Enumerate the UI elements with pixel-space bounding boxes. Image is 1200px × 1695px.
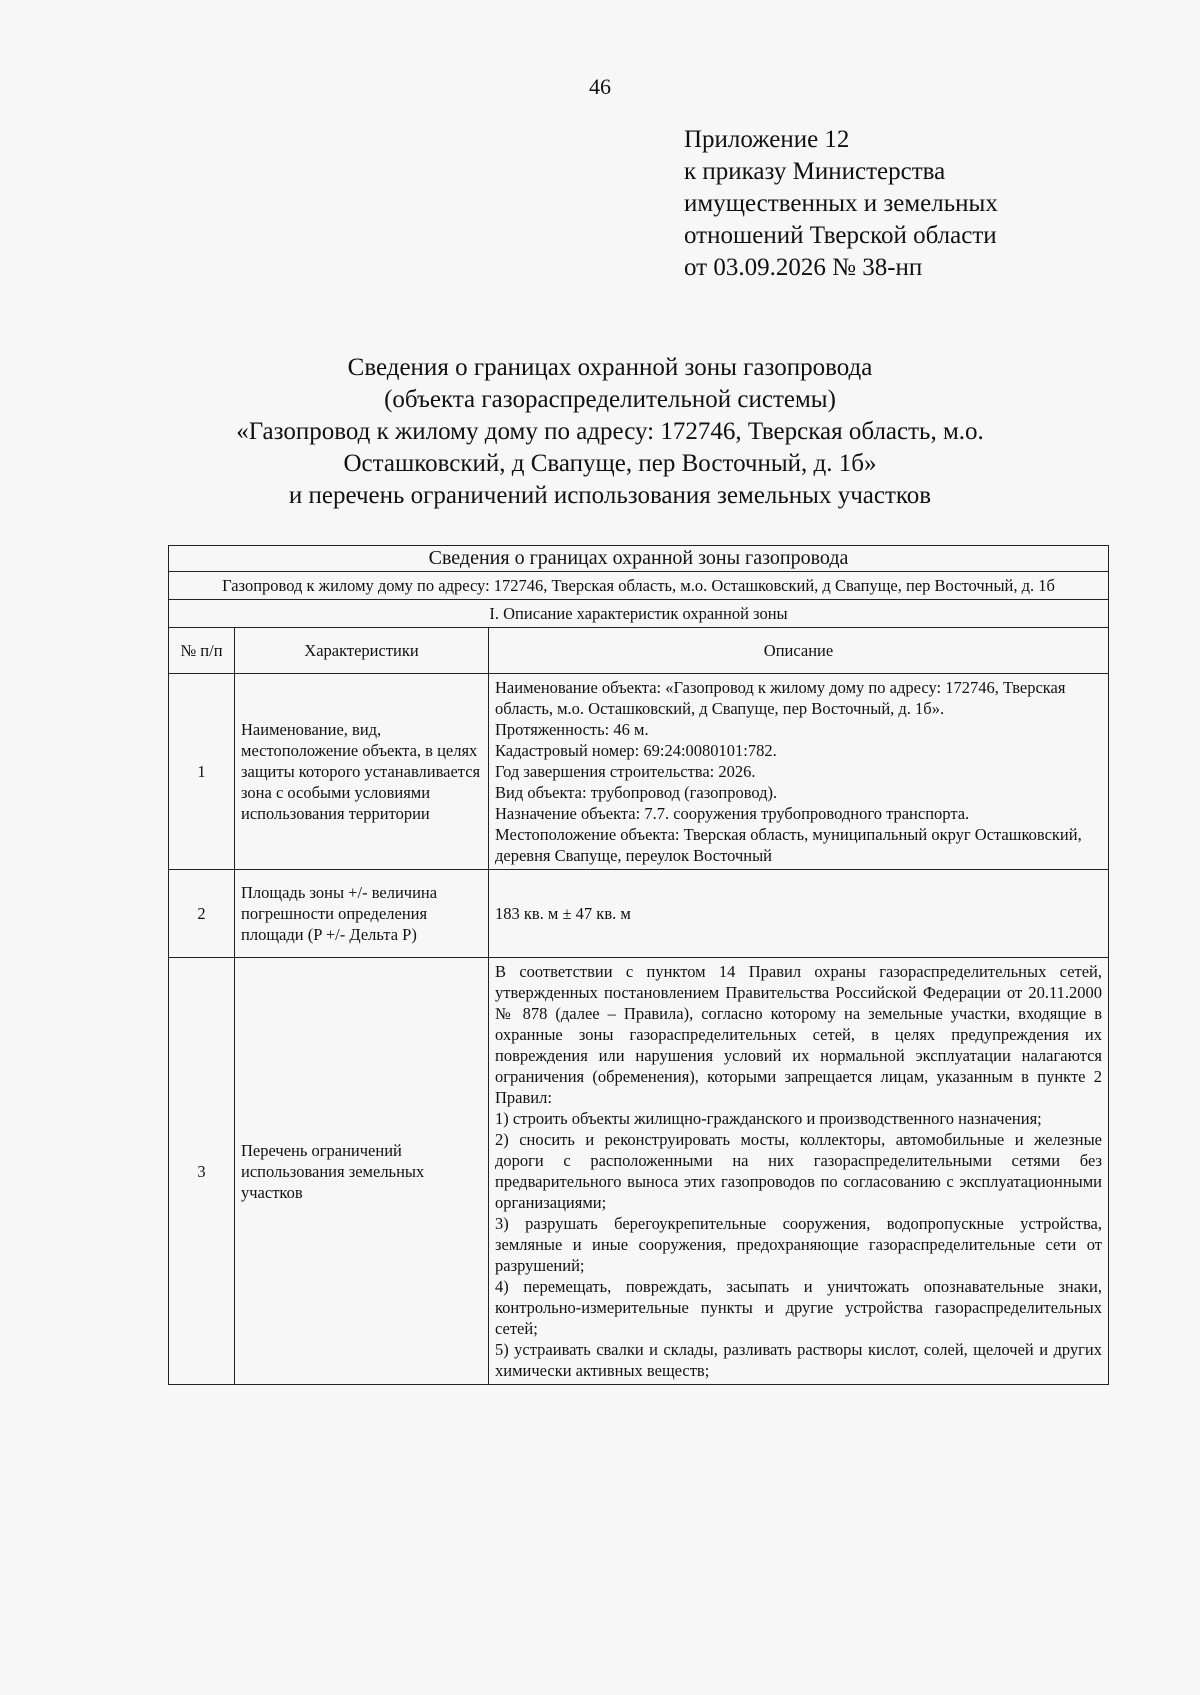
- appendix-line: Приложение 12: [684, 126, 850, 153]
- table-row: [169, 674, 1109, 870]
- description-line: Назначение объекта: 7.7. сооружения трубопроводного транспорта.: [495, 804, 970, 823]
- title-line: (объекта газораспределительной системы): [384, 386, 836, 413]
- appendix-line: к приказу Министерства: [684, 158, 946, 185]
- description-line: Вид объекта: трубопровод (газопровод).: [495, 783, 778, 802]
- description-line: Протяженность: 46 м.: [495, 720, 649, 739]
- zone-table: [168, 545, 1109, 1385]
- column-header-description: Описание: [489, 628, 1109, 674]
- page-number: 46: [589, 74, 611, 99]
- row-number: 1: [169, 674, 235, 870]
- description-paragraph: В соответствии с пунктом 14 Правил охраны газораспределительных сетей, утвержденных постановлением Правительства Российской Федерации от 20.11.2000 № 878 (далее – Правила), согласно которому на земельные участки, входящие в охранные зоны газораспределительных сетей, в целях предупреждения их повреждения или нарушения условий их нормальной эксплуатации налагаются ограничения (обременения), которыми запрещается лицам, указанным в пункте 2 Правил:: [495, 962, 1103, 1107]
- description-line: Год завершения строительства: 2026.: [495, 762, 756, 781]
- description-paragraph: 1) строить объекты жилищно-гражданского и производственного назначения;: [495, 1109, 1042, 1128]
- title-line: «Газопровод к жилому дому по адресу: 172746, Тверская область, м.о.: [236, 418, 984, 445]
- row-description: [489, 674, 1109, 870]
- description-paragraph: 3) разрушать берегоукрепительные сооружения, водопропускные устройства, земляные и иные сооружения, предохраняющие газораспределительные сети от разрушений;: [495, 1214, 1103, 1275]
- table-heading: Сведения о границах охранной зоны газопровода: [169, 546, 1109, 572]
- row-characteristic: Перечень ограничений использования земельных участков: [235, 958, 489, 1385]
- appendix-line: отношений Тверской области: [684, 222, 997, 249]
- row-description: [489, 958, 1109, 1385]
- appendix-line: от 03.09.2026 № 38-нп: [684, 254, 923, 281]
- row-number: 2: [169, 870, 235, 958]
- column-header-number: № п/п: [169, 628, 235, 674]
- row-description: 183 кв. м ± 47 кв. м: [489, 870, 1109, 958]
- table-subheading: Газопровод к жилому дому по адресу: 172746, Тверская область, м.о. Осташковский, д Свапуще, пер Восточный, д. 1б: [169, 572, 1109, 600]
- description-paragraph: 2) сносить и реконструировать мосты, коллекторы, автомобильные и железные дороги с расположенными на них газораспределительными сетями без предварительного выноса этих газопроводов по согласованию с эксплуатационными организациями;: [495, 1130, 1103, 1212]
- column-header-characteristics: Характеристики: [235, 628, 489, 674]
- table-row: [169, 958, 1109, 1385]
- description-line: Местоположение объекта: Тверская область, муниципальный округ Осташковский, деревня Свапуще, переулок Восточный: [495, 825, 1082, 865]
- row-characteristic: Площадь зоны +/- величина погрешности определения площади (P +/- Дельта P): [235, 870, 489, 958]
- description-line: Наименование объекта: «Газопровод к жилому дому по адресу: 172746, Тверская область, м.о. Осташковский, д Свапуще, пер Восточный, д. 1б».: [495, 678, 1066, 718]
- row-number: 3: [169, 958, 235, 1385]
- table-row: [169, 870, 1109, 958]
- row-characteristic: Наименование, вид, местоположение объекта, в целях защиты которого устанавливается зона с особыми условиями использования территории: [235, 674, 489, 870]
- description-paragraph: 4) перемещать, повреждать, засыпать и уничтожать опознавательные знаки, контрольно-измерительные пункты и другие устройства газораспределительных сетей;: [495, 1277, 1103, 1338]
- description-line: Кадастровый номер: 69:24:0080101:782.: [495, 741, 777, 760]
- title-line: Сведения о границах охранной зоны газопровода: [347, 354, 873, 381]
- description-paragraph: 5) устраивать свалки и склады, разливать растворы кислот, солей, щелочей и других химически активных веществ;: [495, 1340, 1103, 1380]
- document-title: [170, 352, 1050, 512]
- title-line: Осташковский, д Свапуще, пер Восточный, д. 1б»: [343, 450, 877, 477]
- table-section-title: I. Описание характеристик охранной зоны: [169, 600, 1109, 628]
- appendix-block: [684, 124, 998, 284]
- title-line: и перечень ограничений использования земельных участков: [288, 482, 932, 509]
- appendix-line: имущественных и земельных: [684, 190, 998, 217]
